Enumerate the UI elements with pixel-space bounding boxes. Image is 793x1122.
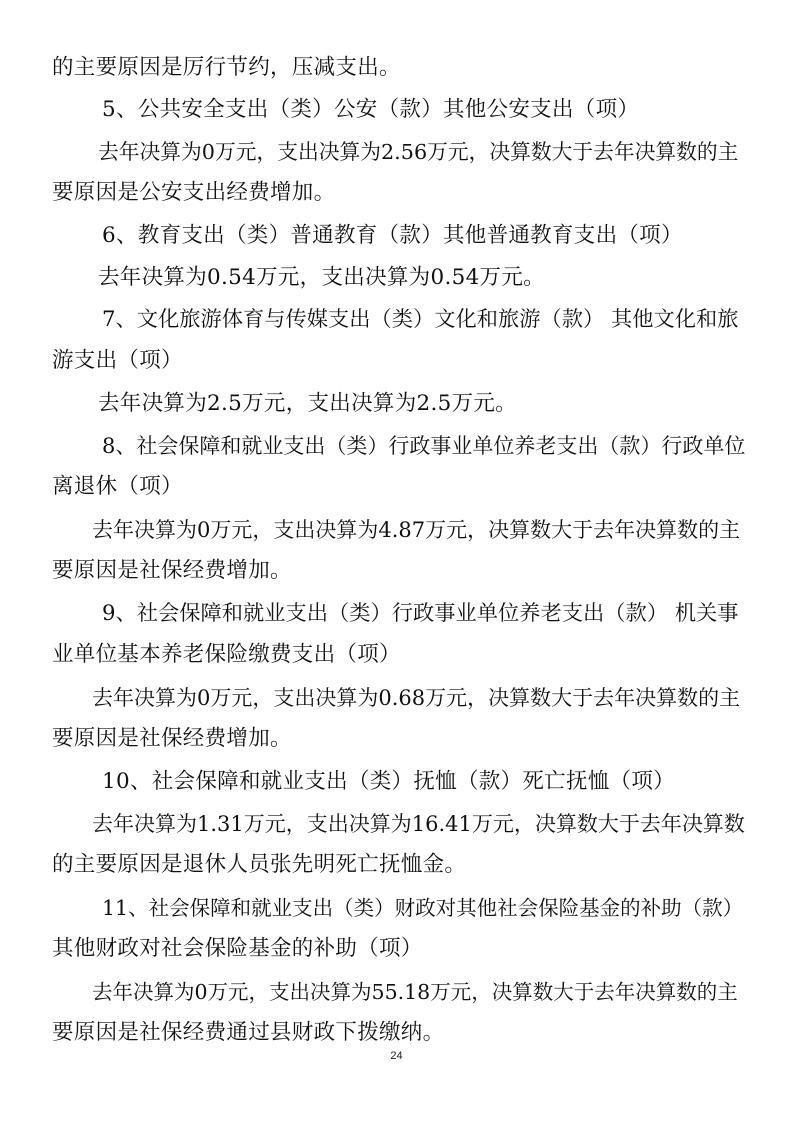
section-heading-7: 7、文化旅游体育与传媒支出（类）文化和旅游（款） 其他文化和旅 [102, 307, 739, 332]
text-line: 要原因是社保经费增加。 [52, 726, 292, 751]
section-heading-8: 8、社会保障和就业支出（类）行政事业单位养老支出（款）行政单位 [102, 434, 746, 458]
text-line: 去年决算为1.31万元，支出决算为16.41万元，决算数大于去年决算数 [92, 812, 745, 836]
text-line: 要原因是社保经费增加。 [52, 558, 292, 583]
text-line: 要原因是公安支出经费增加。 [52, 180, 336, 205]
section-heading-10: 10、社会保障和就业支出（类）抚恤（款）死亡抚恤（项） [102, 769, 675, 794]
text-line: 其他财政对社会保险基金的补助（项） [52, 936, 423, 961]
section-heading-5: 5、公共安全支出（类）公安（款）其他公安支出（项） [102, 97, 640, 122]
text-line: 的主要原因是厉行节约，压减支出。 [52, 55, 401, 80]
section-heading-9: 9、社会保障和就业支出（类）行政事业单位养老支出（款） 机关事 [102, 601, 739, 626]
text-line: 的主要原因是退休人员张先明死亡抚恤金。 [52, 852, 467, 877]
text-line: 去年决算为0万元，支出决算为0.68万元，决算数大于去年决算数的主 [92, 686, 741, 710]
text-line: 去年决算为0万元，支出决算为4.87万元，决算数大于去年决算数的主 [92, 518, 741, 542]
text-line: 去年决算为0万元，支出决算为55.18万元，决算数大于去年决算数的主 [92, 980, 738, 1004]
text-line: 要原因是社保经费通过县财政下拨缴纳。 [52, 1020, 445, 1045]
text-line: 去年决算为0万元，支出决算为2.56万元，决算数大于去年决算数的主 [98, 140, 739, 164]
text-line: 去年决算为2.5万元，支出决算为2.5万元。 [98, 391, 517, 416]
section-heading-6: 6、教育支出（类）普通教育（款）其他普通教育支出（项） [102, 223, 683, 248]
text-line: 业单位基本养老保险缴费支出（项） [52, 642, 401, 667]
section-heading-11: 11、社会保障和就业支出（类）财政对其他社会保险基金的补助（款） [102, 896, 744, 920]
text-line: 离退休（项） [52, 474, 183, 499]
text-line: 去年决算为0.54万元，支出决算为0.54万元。 [98, 265, 545, 290]
text-line: 游支出（项） [52, 348, 183, 373]
page-number: 24 [390, 1050, 403, 1062]
